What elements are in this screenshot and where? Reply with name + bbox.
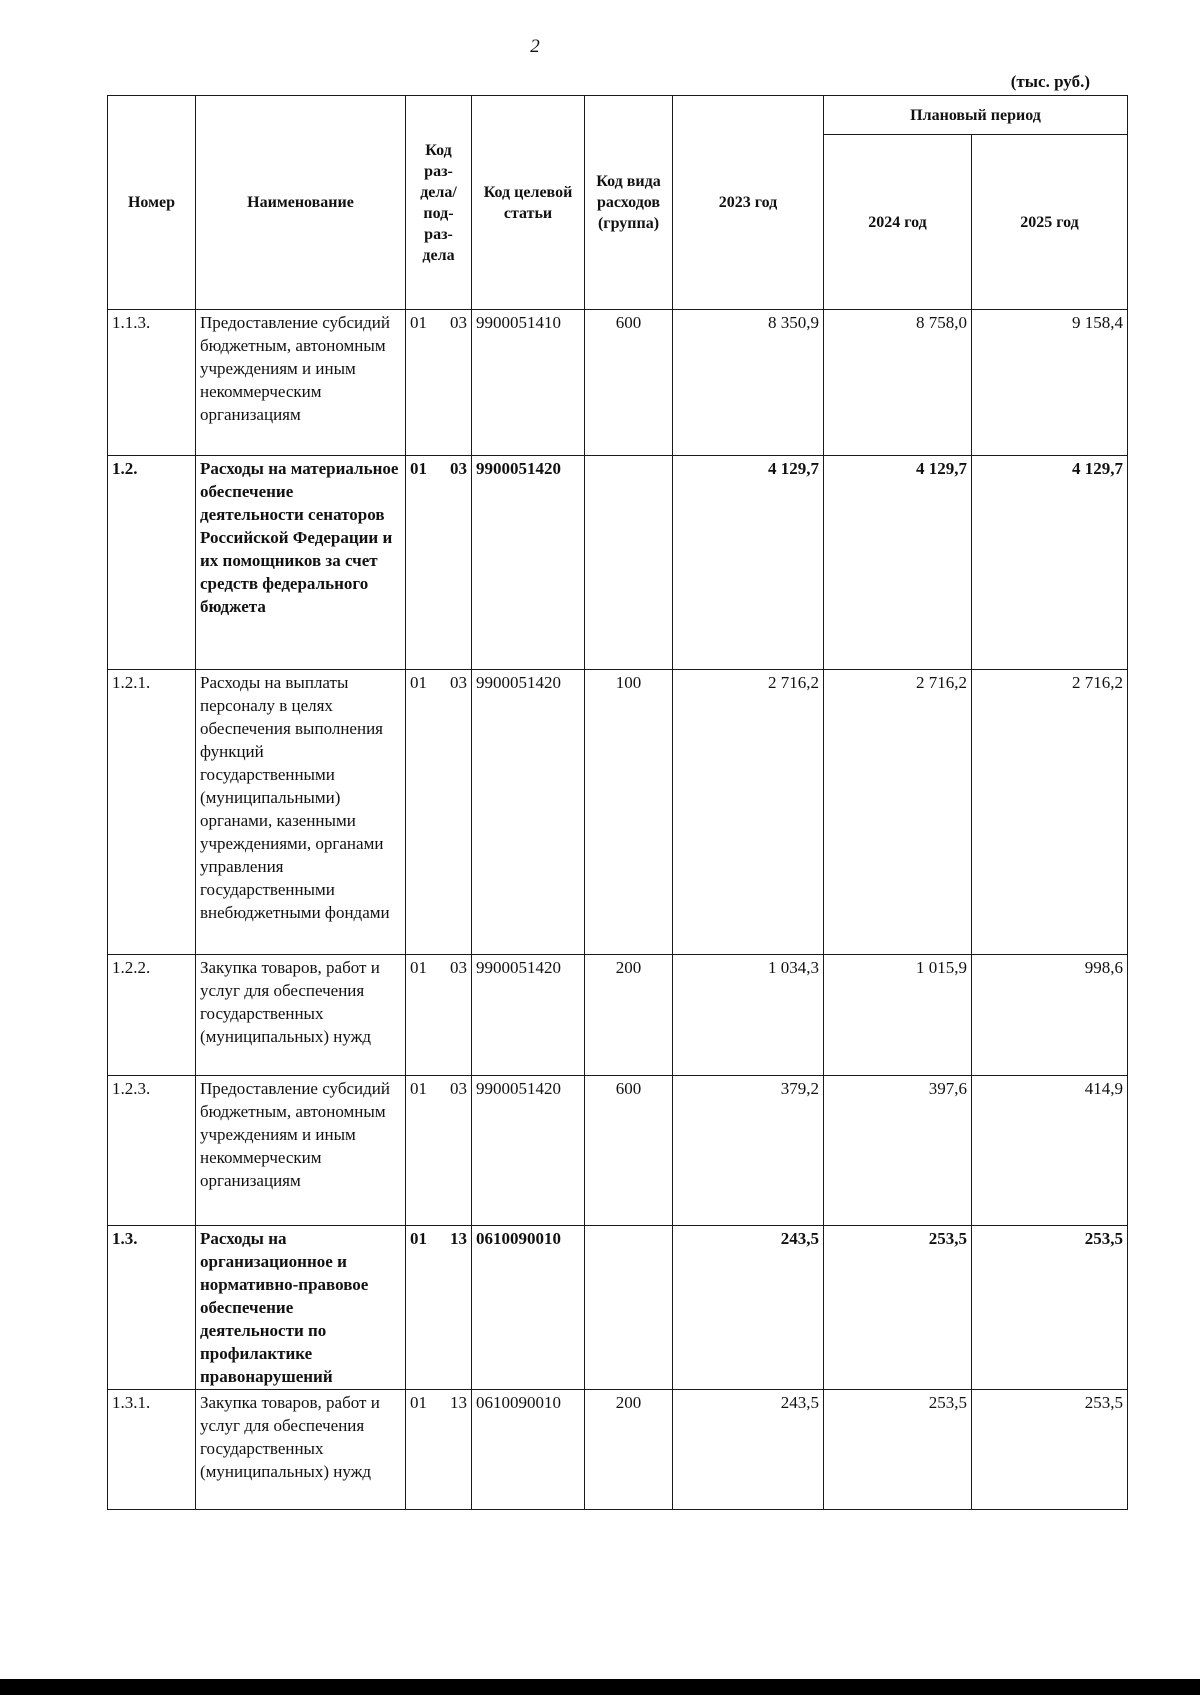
row-amount-2025: 9 158,4	[972, 310, 1128, 456]
row-target-code: 9900051420	[472, 955, 585, 1076]
subsection-value: 03	[450, 459, 467, 478]
subsection-value: 03	[450, 313, 467, 332]
table-row	[108, 1226, 1128, 1390]
table-row	[108, 955, 1128, 1076]
table-row	[108, 670, 1128, 955]
row-amount-2025: 4 129,7	[972, 456, 1128, 670]
row-expense-type: 200	[585, 955, 673, 1076]
header-section-code: Код раз-дела/ под-раз-дела	[406, 96, 472, 310]
table-row	[108, 310, 1128, 456]
table-row	[108, 1076, 1128, 1226]
section-code-pair	[410, 457, 467, 480]
page-number: 2	[530, 36, 540, 57]
section-value: 01	[410, 1393, 427, 1412]
section-value: 01	[410, 313, 427, 332]
row-amount-2024: 4 129,7	[824, 456, 972, 670]
row-section-code	[406, 1390, 472, 1510]
section-code-pair	[410, 1077, 467, 1100]
row-expense-type	[585, 456, 673, 670]
row-amount-2024: 253,5	[824, 1226, 972, 1390]
row-name: Предоставление субсидий бюджетным, автономным учреждениям и иным некоммерческим организациям	[196, 310, 406, 456]
section-code-pair	[410, 1391, 467, 1414]
row-target-code: 9900051420	[472, 456, 585, 670]
header-number: Номер	[108, 96, 196, 310]
row-target-code: 0610090010	[472, 1226, 585, 1390]
subsection-value: 03	[450, 673, 467, 692]
row-amount-2024: 253,5	[824, 1390, 972, 1510]
row-target-code: 0610090010	[472, 1390, 585, 1510]
row-number: 1.2.1.	[108, 670, 196, 955]
row-section-code	[406, 310, 472, 456]
row-section-code	[406, 955, 472, 1076]
subsection-value: 13	[450, 1393, 467, 1412]
table-row	[108, 1390, 1128, 1510]
row-target-code: 9900051420	[472, 670, 585, 955]
section-value: 01	[410, 1079, 427, 1098]
row-name: Предоставление субсидий бюджетным, автономным учреждениям и иным некоммерческим организациям	[196, 1076, 406, 1226]
row-number: 1.1.3.	[108, 310, 196, 456]
row-amount-2023: 2 716,2	[673, 670, 824, 955]
row-name: Закупка товаров, работ и услуг для обеспечения государственных (муниципальных) нужд	[196, 955, 406, 1076]
row-name: Расходы на материальное обеспечение деятельности сенаторов Российской Федерации и их помощников за счет средств федерального бюджета	[196, 456, 406, 670]
section-code-pair	[410, 671, 467, 694]
section-value: 01	[410, 1229, 427, 1248]
row-amount-2025: 998,6	[972, 955, 1128, 1076]
row-number: 1.2.	[108, 456, 196, 670]
row-amount-2024: 8 758,0	[824, 310, 972, 456]
row-amount-2023: 8 350,9	[673, 310, 824, 456]
row-amount-2023: 243,5	[673, 1226, 824, 1390]
row-amount-2025: 253,5	[972, 1390, 1128, 1510]
header-name: Наименование	[196, 96, 406, 310]
header-target-code: Код целевой статьи	[472, 96, 585, 310]
row-amount-2024: 2 716,2	[824, 670, 972, 955]
header-year-2023: 2023 год	[673, 96, 824, 310]
row-section-code	[406, 1076, 472, 1226]
header-row-1	[108, 96, 1128, 135]
subsection-value: 03	[450, 958, 467, 977]
section-value: 01	[410, 958, 427, 977]
header-planned-period: Плановый период	[824, 96, 1128, 135]
header-year-2025: 2025 год	[972, 135, 1128, 310]
row-target-code: 9900051410	[472, 310, 585, 456]
table-body	[108, 310, 1128, 1510]
row-amount-2023: 379,2	[673, 1076, 824, 1226]
row-section-code	[406, 670, 472, 955]
row-name: Расходы на выплаты персоналу в целях обеспечения выполнения функций государственными (муниципальными) органами, казенными учреждениями, органами управления государственными внебюджетными фондами	[196, 670, 406, 955]
section-code-pair	[410, 1227, 467, 1250]
row-number: 1.3.1.	[108, 1390, 196, 1510]
row-amount-2024: 1 015,9	[824, 955, 972, 1076]
row-target-code: 9900051420	[472, 1076, 585, 1226]
row-amount-2023: 1 034,3	[673, 955, 824, 1076]
header-expense-type-code: Код вида расходов (группа)	[585, 96, 673, 310]
units-label: (тыс. руб.)	[1010, 72, 1090, 91]
row-expense-type: 600	[585, 1076, 673, 1226]
row-number: 1.2.3.	[108, 1076, 196, 1226]
row-expense-type: 100	[585, 670, 673, 955]
section-code-pair	[410, 311, 467, 334]
subsection-value: 03	[450, 1079, 467, 1098]
row-amount-2023: 243,5	[673, 1390, 824, 1510]
row-expense-type: 600	[585, 310, 673, 456]
row-expense-type	[585, 1226, 673, 1390]
row-name: Расходы на организационное и нормативно-правовое обеспечение деятельности по профилактике правонарушений	[196, 1226, 406, 1390]
row-number: 1.3.	[108, 1226, 196, 1390]
table-row	[108, 456, 1128, 670]
row-amount-2024: 397,6	[824, 1076, 972, 1226]
row-amount-2023: 4 129,7	[673, 456, 824, 670]
header-year-2024: 2024 год	[824, 135, 972, 310]
row-amount-2025: 414,9	[972, 1076, 1128, 1226]
section-value: 01	[410, 673, 427, 692]
budget-table	[107, 95, 1128, 1510]
row-expense-type: 200	[585, 1390, 673, 1510]
row-section-code	[406, 1226, 472, 1390]
section-code-pair	[410, 956, 467, 979]
row-name: Закупка товаров, работ и услуг для обеспечения государственных (муниципальных) нужд	[196, 1390, 406, 1510]
section-value: 01	[410, 459, 427, 478]
row-section-code	[406, 456, 472, 670]
row-number: 1.2.2.	[108, 955, 196, 1076]
subsection-value: 13	[450, 1229, 467, 1248]
row-amount-2025: 2 716,2	[972, 670, 1128, 955]
row-amount-2025: 253,5	[972, 1226, 1128, 1390]
